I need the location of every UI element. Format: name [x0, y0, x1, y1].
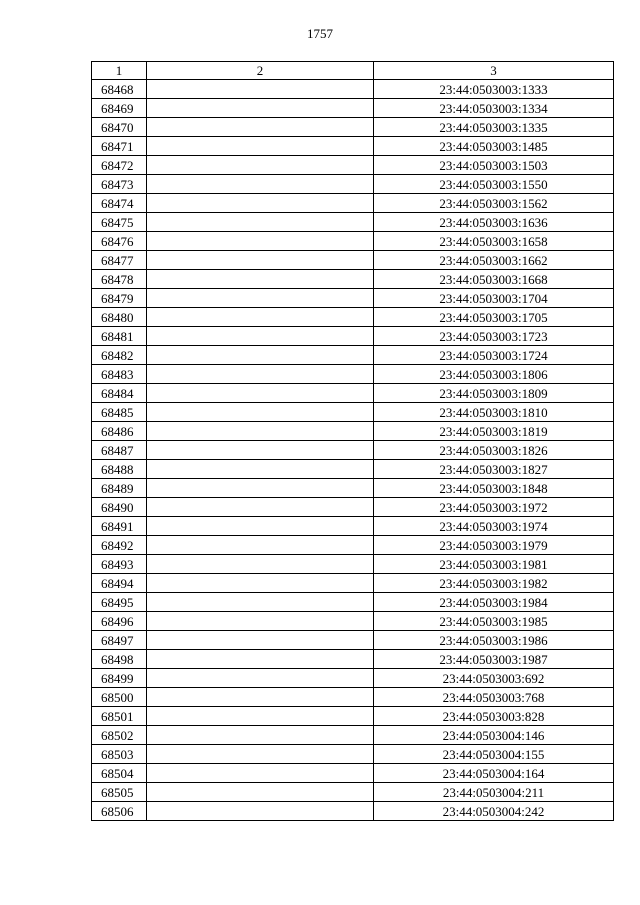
table-row: [92, 707, 614, 726]
row-number-cell: 68497: [92, 631, 147, 650]
cadastral-number-cell: 23:44:0503003:1636: [374, 213, 614, 232]
description-cell: [147, 707, 374, 726]
table-row: [92, 745, 614, 764]
row-number-cell: 68477: [92, 251, 147, 270]
cadastral-number-cell: 23:44:0503003:1704: [374, 289, 614, 308]
column-header-3: 3: [374, 62, 614, 80]
row-number-cell: 68492: [92, 536, 147, 555]
row-number-cell: 68475: [92, 213, 147, 232]
column-header-2: 2: [147, 62, 374, 80]
row-number-cell: 68486: [92, 422, 147, 441]
description-cell: [147, 213, 374, 232]
table-row: [92, 460, 614, 479]
row-number-cell: 68502: [92, 726, 147, 745]
description-cell: [147, 688, 374, 707]
row-number-cell: 68480: [92, 308, 147, 327]
row-number-cell: 68489: [92, 479, 147, 498]
cadastral-number-cell: 23:44:0503003:1503: [374, 156, 614, 175]
row-number-cell: 68500: [92, 688, 147, 707]
description-cell: [147, 289, 374, 308]
table-row: [92, 441, 614, 460]
cadastral-number-cell: 23:44:0503003:1985: [374, 612, 614, 631]
page-number: 1757: [307, 26, 333, 41]
row-number-cell: 68478: [92, 270, 147, 289]
description-cell: [147, 422, 374, 441]
table-row: [92, 175, 614, 194]
row-number-cell: 68494: [92, 574, 147, 593]
cadastral-number-cell: 23:44:0503003:1562: [374, 194, 614, 213]
description-cell: [147, 726, 374, 745]
description-cell: [147, 669, 374, 688]
cadastral-number-cell: 23:44:0503003:1662: [374, 251, 614, 270]
cadastral-number-cell: 23:44:0503003:1550: [374, 175, 614, 194]
row-number-cell: 68484: [92, 384, 147, 403]
description-cell: [147, 80, 374, 99]
row-number-cell: 68470: [92, 118, 147, 137]
cadastral-number-cell: 23:44:0503003:1333: [374, 80, 614, 99]
description-cell: [147, 270, 374, 289]
table-row: [92, 80, 614, 99]
description-cell: [147, 441, 374, 460]
cadastral-number-cell: 23:44:0503004:211: [374, 783, 614, 802]
row-number-cell: 68473: [92, 175, 147, 194]
cadastral-number-cell: 23:44:0503003:1335: [374, 118, 614, 137]
table-row: [92, 251, 614, 270]
table-row: [92, 650, 614, 669]
row-number-cell: 68499: [92, 669, 147, 688]
description-cell: [147, 650, 374, 669]
cadastral-number-cell: 23:44:0503003:1658: [374, 232, 614, 251]
row-number-cell: 68468: [92, 80, 147, 99]
table-row: [92, 194, 614, 213]
row-number-cell: 68476: [92, 232, 147, 251]
cadastral-number-cell: 23:44:0503003:768: [374, 688, 614, 707]
table-row: [92, 764, 614, 783]
cadastral-number-cell: 23:44:0503003:1724: [374, 346, 614, 365]
table-row: [92, 270, 614, 289]
cadastral-number-cell: 23:44:0503003:828: [374, 707, 614, 726]
cadastral-number-cell: 23:44:0503003:1485: [374, 137, 614, 156]
table-row: [92, 365, 614, 384]
registry-table: [91, 61, 614, 821]
cadastral-number-cell: 23:44:0503003:692: [374, 669, 614, 688]
description-cell: [147, 745, 374, 764]
cadastral-number-cell: 23:44:0503004:146: [374, 726, 614, 745]
row-number-cell: 68501: [92, 707, 147, 726]
row-number-cell: 68503: [92, 745, 147, 764]
cadastral-number-cell: 23:44:0503003:1972: [374, 498, 614, 517]
table-row: [92, 99, 614, 118]
description-cell: [147, 498, 374, 517]
description-cell: [147, 99, 374, 118]
row-number-cell: 68481: [92, 327, 147, 346]
column-header-1: 1: [92, 62, 147, 80]
table-row: [92, 802, 614, 821]
cadastral-number-cell: 23:44:0503003:1826: [374, 441, 614, 460]
table-row: [92, 384, 614, 403]
row-number-cell: 68504: [92, 764, 147, 783]
cadastral-number-cell: 23:44:0503003:1986: [374, 631, 614, 650]
table-row: [92, 536, 614, 555]
row-number-cell: 68469: [92, 99, 147, 118]
table-row: [92, 118, 614, 137]
cadastral-number-cell: 23:44:0503003:1979: [374, 536, 614, 555]
table-body: [92, 80, 614, 821]
description-cell: [147, 783, 374, 802]
description-cell: [147, 612, 374, 631]
description-cell: [147, 574, 374, 593]
table-row: [92, 346, 614, 365]
description-cell: [147, 346, 374, 365]
row-number-cell: 68493: [92, 555, 147, 574]
description-cell: [147, 555, 374, 574]
table-row: [92, 289, 614, 308]
description-cell: [147, 593, 374, 612]
row-number-cell: 68487: [92, 441, 147, 460]
cadastral-number-cell: 23:44:0503003:1982: [374, 574, 614, 593]
table-row: [92, 612, 614, 631]
row-number-cell: 68482: [92, 346, 147, 365]
table-row: [92, 574, 614, 593]
row-number-cell: 68485: [92, 403, 147, 422]
description-cell: [147, 536, 374, 555]
table-row: [92, 422, 614, 441]
description-cell: [147, 479, 374, 498]
table-row: [92, 669, 614, 688]
cadastral-number-cell: 23:44:0503004:155: [374, 745, 614, 764]
cadastral-number-cell: 23:44:0503003:1806: [374, 365, 614, 384]
cadastral-number-cell: 23:44:0503003:1809: [374, 384, 614, 403]
cadastral-number-cell: 23:44:0503003:1723: [374, 327, 614, 346]
row-number-cell: 68488: [92, 460, 147, 479]
cadastral-number-cell: 23:44:0503003:1984: [374, 593, 614, 612]
description-cell: [147, 251, 374, 270]
table-row: [92, 479, 614, 498]
description-cell: [147, 194, 374, 213]
table-row: [92, 137, 614, 156]
table-row: [92, 517, 614, 536]
description-cell: [147, 631, 374, 650]
table-row: [92, 555, 614, 574]
row-number-cell: 68474: [92, 194, 147, 213]
table-row: [92, 403, 614, 422]
header-row: [92, 62, 614, 80]
cadastral-number-cell: 23:44:0503003:1668: [374, 270, 614, 289]
table-row: [92, 783, 614, 802]
description-cell: [147, 232, 374, 251]
cadastral-number-cell: 23:44:0503004:164: [374, 764, 614, 783]
description-cell: [147, 137, 374, 156]
cadastral-number-cell: 23:44:0503003:1827: [374, 460, 614, 479]
table-row: [92, 498, 614, 517]
description-cell: [147, 802, 374, 821]
row-number-cell: 68491: [92, 517, 147, 536]
description-cell: [147, 327, 374, 346]
description-cell: [147, 156, 374, 175]
row-number-cell: 68496: [92, 612, 147, 631]
table-header: [92, 62, 614, 80]
table-row: [92, 327, 614, 346]
row-number-cell: 68472: [92, 156, 147, 175]
row-number-cell: 68498: [92, 650, 147, 669]
description-cell: [147, 384, 374, 403]
row-number-cell: 68506: [92, 802, 147, 821]
row-number-cell: 68479: [92, 289, 147, 308]
table-row: [92, 156, 614, 175]
cadastral-number-cell: 23:44:0503003:1810: [374, 403, 614, 422]
cadastral-number-cell: 23:44:0503003:1848: [374, 479, 614, 498]
row-number-cell: 68495: [92, 593, 147, 612]
cadastral-number-cell: 23:44:0503003:1819: [374, 422, 614, 441]
cadastral-number-cell: 23:44:0503003:1987: [374, 650, 614, 669]
cadastral-number-cell: 23:44:0503003:1334: [374, 99, 614, 118]
table-row: [92, 232, 614, 251]
table-row: [92, 631, 614, 650]
description-cell: [147, 460, 374, 479]
row-number-cell: 68483: [92, 365, 147, 384]
description-cell: [147, 175, 374, 194]
table-row: [92, 308, 614, 327]
row-number-cell: 68505: [92, 783, 147, 802]
row-number-cell: 68471: [92, 137, 147, 156]
cadastral-number-cell: 23:44:0503004:242: [374, 802, 614, 821]
table-row: [92, 213, 614, 232]
description-cell: [147, 365, 374, 384]
table-row: [92, 593, 614, 612]
cadastral-number-cell: 23:44:0503003:1705: [374, 308, 614, 327]
row-number-cell: 68490: [92, 498, 147, 517]
table-row: [92, 726, 614, 745]
cadastral-number-cell: 23:44:0503003:1981: [374, 555, 614, 574]
description-cell: [147, 764, 374, 783]
description-cell: [147, 118, 374, 137]
table-row: [92, 688, 614, 707]
description-cell: [147, 308, 374, 327]
cadastral-number-cell: 23:44:0503003:1974: [374, 517, 614, 536]
description-cell: [147, 517, 374, 536]
description-cell: [147, 403, 374, 422]
